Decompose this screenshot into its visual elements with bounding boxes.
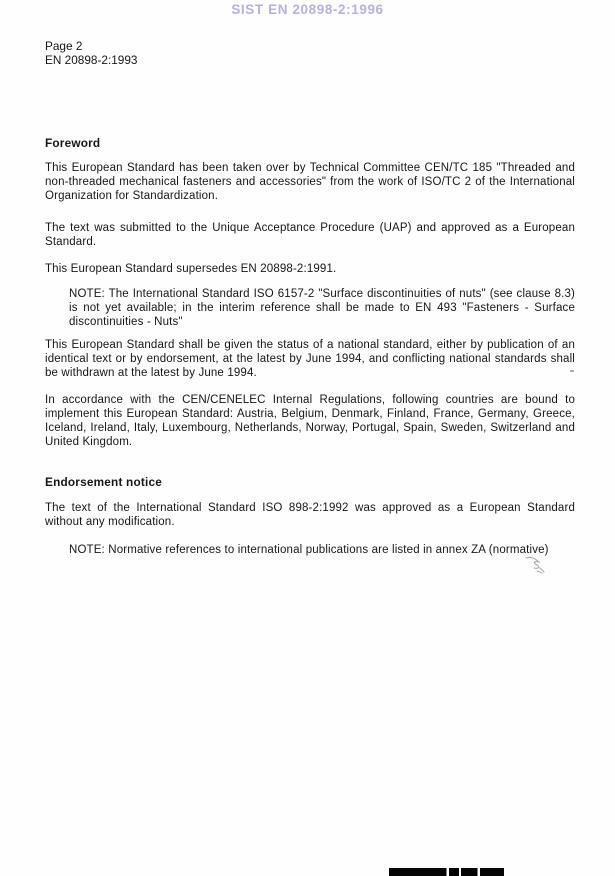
endorsement-heading: Endorsement notice	[45, 475, 163, 489]
foreword-paragraph-1: This European Standard has been taken over by Technical Committee CEN/TC 185 "Threaded and non-threaded mechanical fasteners and accessories" from the work of ISO/TC 2 of the International Organization for Standardization.	[45, 162, 575, 202]
page-header	[45, 39, 137, 67]
scan-speck	[570, 370, 574, 372]
foreword-paragraph-2: The text was submitted to the Unique Acceptance Procedure (UAP) and approved as a European Standard.	[45, 222, 575, 248]
endorsement-paragraph-1: The text of the International Standard ISO 898-2:1992 was approved as a European Standard without any modification.	[45, 502, 575, 528]
standard-reference: EN 20898-2:1993	[45, 53, 138, 67]
foreword-paragraph-5: In accordance with the CEN/CENELEC Internal Regulations, following countries are bound to implement this European Standard: Austria, Belgium, Denmark, Finland, France, Germany, Greece, Iceland, Ireland, Italy, Luxembourg, Netherlands, Norway, Portugal, Spain, Sweden, Switzerland and United Kingdom.	[45, 394, 575, 448]
sist-watermark: SIST EN 20898-2:1996	[231, 2, 384, 17]
foreword-paragraph-3: This European Standard supersedes EN 20898-2:1991.	[45, 263, 337, 275]
foreword-paragraph-4: This European Standard shall be given the status of a national standard, either by publication of an identical text or by endorsement, at the latest by June 1994, and conflicting national standards shall be withdrawn at the latest by June 1994.	[45, 339, 575, 379]
foreword-heading: Foreword	[45, 136, 101, 150]
barcode-fragment	[389, 868, 504, 876]
page-number: Page 2	[45, 39, 83, 53]
pen-squiggle-mark	[524, 554, 548, 576]
foreword-note: NOTE: The International Standard ISO 6157-2 "Surface discontinuities of nuts" (see clause 8.3) is not yet available; in the interim reference shall be made to EN 493 "Fasteners - Surface discontinuities - Nuts"	[69, 288, 575, 328]
endorsement-note: NOTE: Normative references to international publications are listed in annex ZA (normative)	[69, 544, 549, 556]
